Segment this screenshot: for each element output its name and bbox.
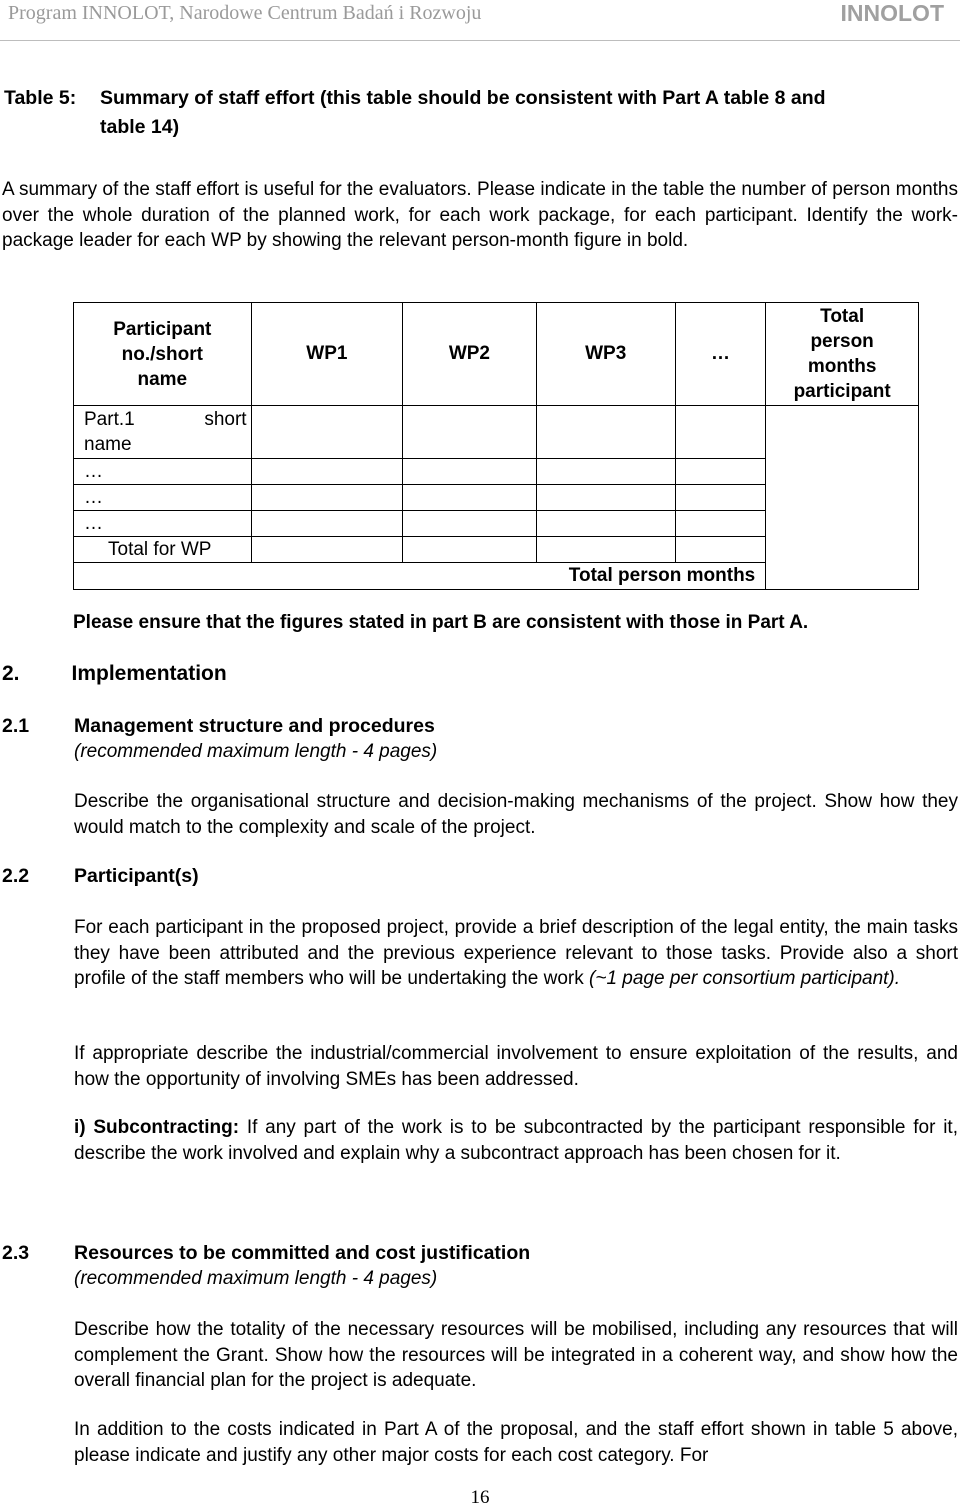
table-cell (403, 485, 536, 511)
staff-effort-table (73, 302, 919, 590)
table-cell (251, 485, 403, 511)
intro-paragraph: A summary of the staff effort is useful for the evaluators. Please indicate in the table the number of person months over the whole duration of the planned work, for each work package, for each participant. Identify the work-package leader for each WP by showing the relevant person-month figure in bold. (2, 179, 958, 251)
header-divider (0, 40, 960, 41)
participant-cell (74, 406, 252, 459)
table-row (74, 537, 919, 563)
body-text: If any part of the work is to be subcontracted by the participant responsible for it, describe the work involved and explain why a subcontract approach has been chosen for it. (74, 1117, 958, 1164)
section-body (74, 1115, 958, 1166)
col-total-label: Total person months participant (793, 306, 891, 402)
section-title: Participant(s) (74, 865, 199, 887)
participant-line (84, 407, 251, 432)
participant-ellipsis: … (74, 511, 252, 537)
table-header-row (74, 303, 919, 406)
total-person-months-label: Total person months (74, 563, 766, 590)
section-body: Describe the organisational structure and decision-making mechanisms of the project. Show how they would match to the complexity and scale of the project. (74, 791, 958, 838)
table-caption-number: Table 5: (4, 87, 77, 109)
table-cell (403, 511, 536, 537)
table-cell (675, 485, 765, 511)
col-more-header: … (675, 303, 765, 406)
col-wp1-header: WP1 (251, 303, 403, 406)
table-cell (251, 511, 403, 537)
section-body: Describe how the totality of the necessary resources will be mobilised, including any resources that will complement the Grant. Show how the resources will be integrated in a coherent way, and show how the overall financial plan for the project is adequate. (74, 1319, 958, 1391)
section-title: Resources to be committed and cost justification (74, 1242, 531, 1264)
body-italic: (~1 page per consortium participant). (589, 968, 901, 989)
section-body (74, 915, 958, 992)
header-logo-text: INNOLOT (840, 0, 944, 26)
section-number: 2. (2, 662, 20, 685)
section-number: 2.2 (2, 865, 30, 887)
section-body: In addition to the costs indicated in Part A of the proposal, and the staff effort shown in table 5 above, please indicate and justify any other major costs for each cost category. For (74, 1419, 958, 1466)
table-cell (766, 406, 919, 537)
section-body: If appropriate describe the industrial/commercial involvement to ensure exploitation of the results, and how the opportunity of involving SMEs has been addressed. (74, 1043, 958, 1090)
table-cell (675, 511, 765, 537)
page-number: 16 (470, 1487, 490, 1508)
section-number: 2.1 (2, 715, 30, 737)
participant-name: name (84, 434, 132, 455)
participant-short: short (204, 409, 247, 430)
table-cell (675, 459, 765, 485)
table-cell (251, 537, 403, 563)
table-cell (675, 537, 765, 563)
table-cell (536, 459, 675, 485)
table-cell (403, 459, 536, 485)
table-cell (403, 537, 536, 563)
section-title: Management structure and procedures (74, 715, 435, 737)
subcontracting-label: i) Subcontracting: (74, 1117, 240, 1138)
table-cell (403, 406, 536, 459)
col-wp3-header: WP3 (536, 303, 675, 406)
header-program-title: Program INNOLOT, Narodowe Centrum Badań i Rozwoju (8, 2, 482, 24)
total-for-wp-label: Total for WP (74, 537, 252, 563)
section-subtitle: (recommended maximum length - 4 pages) (74, 1268, 438, 1289)
table-cell (675, 406, 765, 459)
participant-id: Part.1 (84, 409, 135, 430)
section-heading-2-1 (2, 715, 435, 738)
participant-ellipsis: … (74, 485, 252, 511)
section-title: Implementation (71, 662, 227, 685)
section-heading-implementation (2, 662, 227, 686)
table-row (74, 406, 919, 459)
col-participant-label: Participant no./short name (113, 318, 212, 390)
col-participant-header (74, 303, 252, 406)
participant-ellipsis: … (74, 459, 252, 485)
table-cell (766, 537, 919, 590)
table-cell (251, 406, 403, 459)
table-cell (251, 459, 403, 485)
col-total-header (766, 303, 919, 406)
section-number: 2.3 (2, 1242, 30, 1264)
section-subtitle: (recommended maximum length - 4 pages) (74, 741, 438, 762)
table-caption-line1: Summary of staff effort (this table should be consistent with Part A table 8 and (100, 87, 826, 109)
col-wp2-header: WP2 (403, 303, 536, 406)
table-cell (536, 406, 675, 459)
section-heading-2-2 (2, 865, 199, 888)
table-caption-line2: table 14) (100, 116, 180, 138)
section-heading-2-3 (2, 1242, 531, 1265)
body-text: For each participant in the proposed project, provide a brief description of the legal entity, the main tasks they have been attributed and the previous experience relevant to those tasks. Provide also a short profile of the staff members who will be undertaking the work (74, 917, 958, 989)
table-caption (4, 80, 826, 116)
consistency-note: Please ensure that the figures stated in part B are consistent with those in Part A. (73, 612, 809, 633)
table-cell (536, 537, 675, 563)
table-cell (536, 485, 675, 511)
table-cell (536, 511, 675, 537)
